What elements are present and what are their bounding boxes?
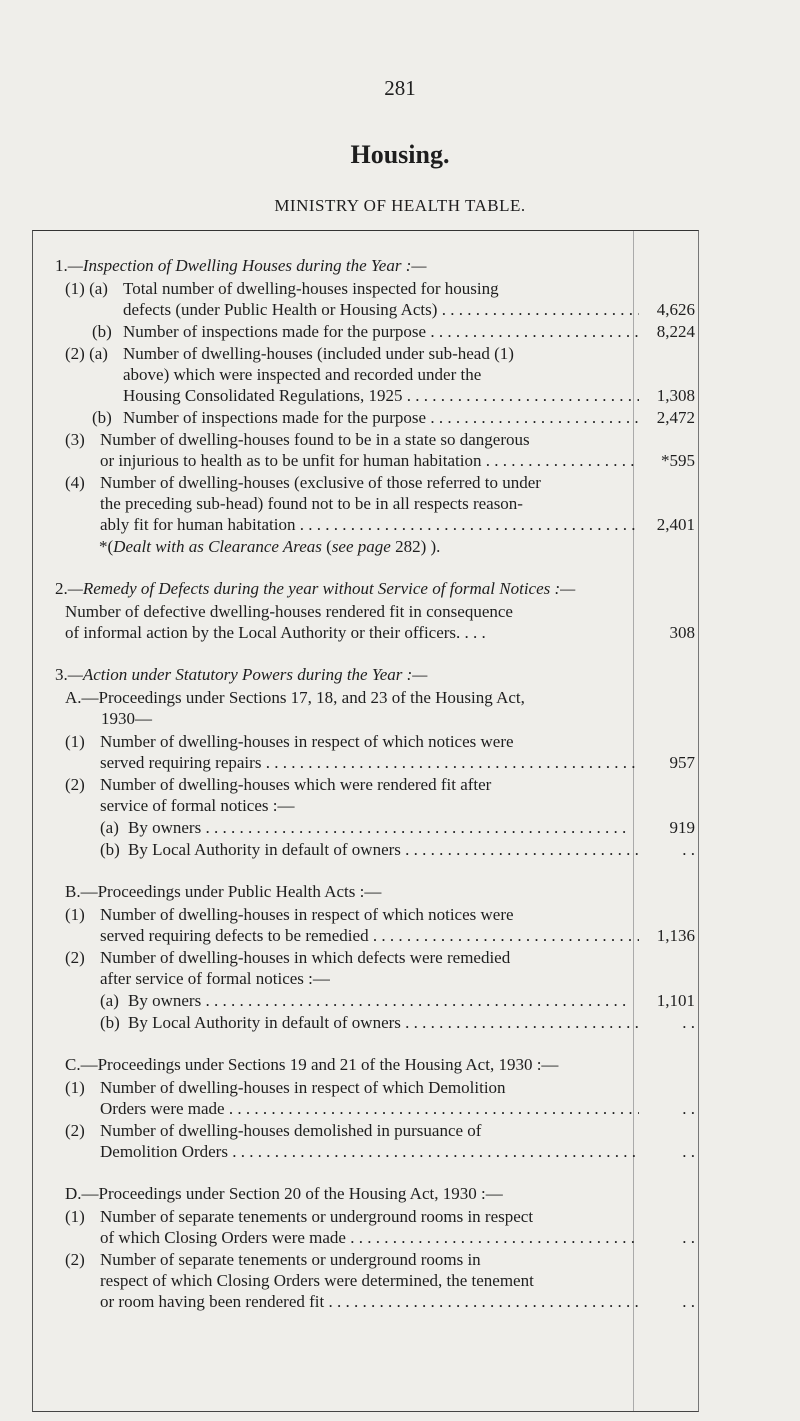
item-A2b: (b) By Local Authority in default of owners . . . . .	[55, 839, 695, 860]
value-B2b: . .	[682, 1013, 695, 1032]
section-inspection	[55, 255, 695, 557]
clearance-note: *(Dealt with as Clearance Areas (see page 282) ).	[99, 537, 441, 556]
item-D1: (1) Number of separate tenements or underground rooms in respect of which Closing Orders were made . . . . .	[55, 1206, 695, 1248]
item-1a: (1) (a) Total number of dwelling-houses inspected for housing defects (under Public Health or Housing Acts) . . . 4,626	[55, 278, 695, 320]
subsection-A: A.—Proceedings under Sections 17, 18, and 23 of the Housing Act, 1930—	[65, 688, 525, 728]
item-A1: (1) Number of dwelling-houses in respect of which notices were served requiring repairs . . . 957	[55, 731, 695, 773]
page-number: 281	[384, 76, 416, 100]
value-remedy: 308	[669, 623, 695, 642]
section-1-heading: 1.—Inspection of Dwelling Houses during the Year :—	[55, 256, 427, 275]
section-2-heading: 2.—Remedy of Defects during the year without Service of formal Notices :—	[55, 579, 576, 598]
section-3-heading: 3.—Action under Statutory Powers during the Year :—	[55, 665, 428, 684]
item-D2: (2) Number of separate tenements or underground rooms in respect of which Closing Orders were determined, the tenement or room having been rendered fit . . . . .	[55, 1249, 695, 1312]
page-title: Housing.	[350, 140, 450, 169]
item-1b: (b) Number of inspections made for the purpose . . . 8,224	[55, 321, 695, 342]
housing-table	[32, 230, 699, 1412]
item-4: (4) Number of dwelling-houses (exclusive of those referred to under the preceding sub-head) found not to be in all respects reason- ably fit for human habitation . . . 2,401	[55, 472, 695, 535]
item-2b: (b) Number of inspections made for the purpose . . . 2,472	[55, 407, 695, 428]
value-C2: . .	[682, 1142, 695, 1161]
item-2a: (2) (a) Number of dwelling-houses (included under sub-head (1) above) which were inspected and recorded under the Housing Consolidated Regulations, 1925 . . . 1,308	[55, 343, 695, 406]
value-1b: 8,224	[656, 322, 695, 341]
value-A1: 957	[669, 753, 695, 772]
section-remedy	[55, 578, 695, 643]
value-D1: . .	[682, 1228, 695, 1247]
value-A2a: 919	[669, 818, 695, 837]
value-D2: . .	[682, 1292, 695, 1311]
item-B2: (2) Number of dwelling-houses in which defects were remedied after service of formal notices :—	[65, 948, 511, 988]
subsection-D: D.—Proceedings under Section 20 of the Housing Act, 1930 :—	[65, 1184, 503, 1203]
value-2a: 1,308	[656, 386, 695, 405]
table-content	[55, 255, 695, 1333]
item-C1: (1) Number of dwelling-houses in respect of which Demolition Orders were made . . . . .	[55, 1077, 695, 1119]
value-B2a: 1,101	[656, 991, 695, 1010]
item-A2: (2) Number of dwelling-houses which were rendered fit after service of formal notices :—	[65, 775, 492, 815]
table-subtitle: MINISTRY OF HEALTH TABLE.	[274, 196, 526, 215]
value-4: 2,401	[656, 515, 695, 534]
value-2b: 2,472	[656, 408, 695, 427]
value-B1: 1,136	[656, 926, 695, 945]
section-statutory	[55, 664, 695, 1312]
value-1a: 4,626	[656, 300, 695, 319]
item-3: (3) Number of dwelling-houses found to be in a state so dangerous or injurious to health as to be unfit for human habitation . . . *595	[55, 429, 695, 471]
item-B1: (1) Number of dwelling-houses in respect of which notices were served requiring defects to be remedied . . . 1,136	[55, 904, 695, 946]
subsection-B: B.—Proceedings under Public Health Acts :—	[65, 882, 382, 901]
item-B2a: (a) By owners . . . 1,101	[55, 990, 695, 1011]
value-3: *595	[661, 451, 695, 470]
item-remedy: Number of defective dwelling-houses rendered fit in consequence of informal action by the Local Authority or their officers. . . . 308	[65, 602, 695, 642]
item-B2b: (b) By Local Authority in default of owners . . . . .	[55, 1012, 695, 1033]
subsection-C: C.—Proceedings under Sections 19 and 21 of the Housing Act, 1930 :—	[65, 1055, 559, 1074]
value-C1: . .	[682, 1099, 695, 1118]
value-A2b: . .	[682, 840, 695, 859]
item-A2a: (a) By owners . . . 919	[55, 817, 695, 838]
item-C2: (2) Number of dwelling-houses demolished in pursuance of Demolition Orders . . . . .	[55, 1120, 695, 1162]
